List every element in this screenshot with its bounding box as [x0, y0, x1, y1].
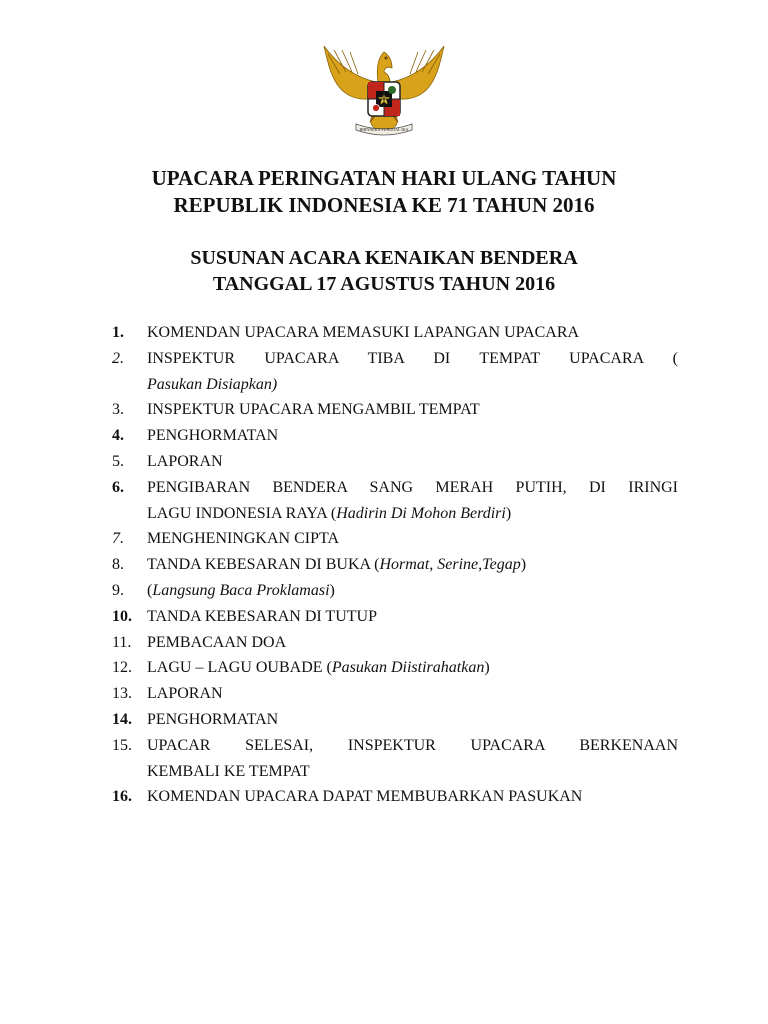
- agenda-text-main: LAGU – LAGU OUBADE (: [147, 659, 332, 677]
- agenda-text: [147, 475, 678, 527]
- agenda-number: 4.: [112, 427, 124, 445]
- document-subtitle: [0, 245, 768, 297]
- agenda-text: [147, 655, 678, 681]
- agenda-text: [147, 552, 678, 578]
- agenda-text-main: KEMBALI KE TEMPAT: [147, 762, 310, 780]
- agenda-item: [112, 397, 678, 423]
- agenda-item: [112, 578, 678, 604]
- agenda-number: 16.: [112, 788, 132, 806]
- agenda-number: 12.: [112, 659, 132, 677]
- agenda-text-main: INSPEKTUR UPACARA TIBA DI TEMPAT UPACARA (: [147, 349, 678, 367]
- agenda-number: 6.: [112, 478, 124, 496]
- agenda-note-close: ): [329, 581, 335, 599]
- agenda-number: 7.: [112, 530, 124, 548]
- agenda-text: LAPORAN: [147, 685, 223, 703]
- agenda-note: Pasukan Diistirahatkan: [331, 659, 485, 677]
- agenda-item: [112, 320, 678, 346]
- agenda-note-close: ): [520, 556, 527, 574]
- agenda-item: [112, 475, 678, 527]
- agenda-text-line-1: PENGIBARAN BENDERA SANG MERAH PUTIH, DI IRINGI: [147, 478, 678, 496]
- agenda-text: KOMENDAN UPACARA MEMASUKI LAPANGAN UPACARA: [147, 324, 580, 341]
- agenda-item: [112, 552, 678, 578]
- agenda-number: 14.: [112, 710, 132, 728]
- agenda-text: PEMBACAAN DOA: [147, 633, 287, 651]
- agenda-text: LAPORAN: [147, 452, 223, 470]
- agenda-item: [112, 681, 678, 707]
- agenda-number: 15.: [112, 736, 132, 754]
- agenda-item: [112, 604, 678, 630]
- agenda-text: PENGHORMATAN: [147, 710, 279, 728]
- agenda-text: PENGHORMATAN: [147, 427, 279, 445]
- agenda-text: TANDA KEBESARAN DI TUTUP: [147, 607, 377, 625]
- agenda-number: 9.: [112, 581, 124, 599]
- agenda-note: Hadirin Di Mohon Berdiri: [336, 504, 506, 522]
- agenda-list: [112, 320, 678, 810]
- agenda-number: 8.: [112, 556, 124, 574]
- subtitle-line-1: SUSUNAN ACARA KENAIKAN BENDERA: [190, 247, 578, 269]
- agenda-item: [112, 423, 678, 449]
- agenda-number: 5.: [112, 452, 124, 470]
- agenda-text-line-1: UPACAR SELESAI, INSPEKTUR UPACARA BERKENAAN: [147, 736, 678, 754]
- title-line-2: REPUBLIK INDONESIA KE 71 TAHUN 2016: [173, 193, 595, 217]
- agenda-text: [147, 733, 678, 785]
- agenda-text: [147, 346, 678, 398]
- agenda-text-main: LAGU INDONESIA RAYA (: [147, 504, 337, 522]
- agenda-item: [112, 449, 678, 475]
- agenda-text: [147, 578, 678, 604]
- agenda-text: MENGHENINGKAN CIPTA: [147, 530, 340, 548]
- agenda-text: INSPEKTUR UPACARA MENGAMBIL TEMPAT: [147, 401, 480, 419]
- emblem-motto: BHINNEKA TUNGGAL IKA: [359, 127, 409, 132]
- agenda-item: [112, 784, 678, 810]
- agenda-note-close: ): [484, 659, 490, 677]
- agenda-item: [112, 526, 678, 552]
- agenda-item: [112, 733, 678, 785]
- agenda-note-close: ): [505, 504, 512, 522]
- agenda-note: Langsung Baca Proklamasi: [152, 581, 330, 599]
- agenda-number: 11.: [112, 633, 132, 651]
- agenda-text-main: TANDA KEBESARAN DI BUKA (: [147, 556, 380, 574]
- agenda-text: KOMENDAN UPACARA DAPAT MEMBUBARKAN PASUKAN: [147, 788, 583, 806]
- agenda-note: Hormat, Serine,Tegap: [379, 556, 521, 574]
- subtitle-line-2: TANGGAL 17 AGUSTUS TAHUN 2016: [212, 273, 556, 295]
- agenda-item: [112, 707, 678, 733]
- agenda-item: [112, 630, 678, 656]
- agenda-number: 13.: [112, 685, 132, 703]
- agenda-note: Pasukan Disiapkan): [147, 375, 278, 393]
- agenda-text-main: (: [147, 581, 153, 599]
- agenda-number: 1.: [112, 324, 124, 341]
- title-line-1: UPACARA PERINGATAN HARI ULANG TAHUN: [151, 166, 617, 190]
- agenda-number: 10.: [112, 607, 132, 625]
- agenda-item: [112, 655, 678, 681]
- agenda-number: 2.: [112, 349, 124, 367]
- agenda-number: 3.: [112, 401, 124, 419]
- garuda-pancasila-emblem: [318, 38, 450, 138]
- document-title: [0, 165, 768, 219]
- agenda-item: [112, 346, 678, 398]
